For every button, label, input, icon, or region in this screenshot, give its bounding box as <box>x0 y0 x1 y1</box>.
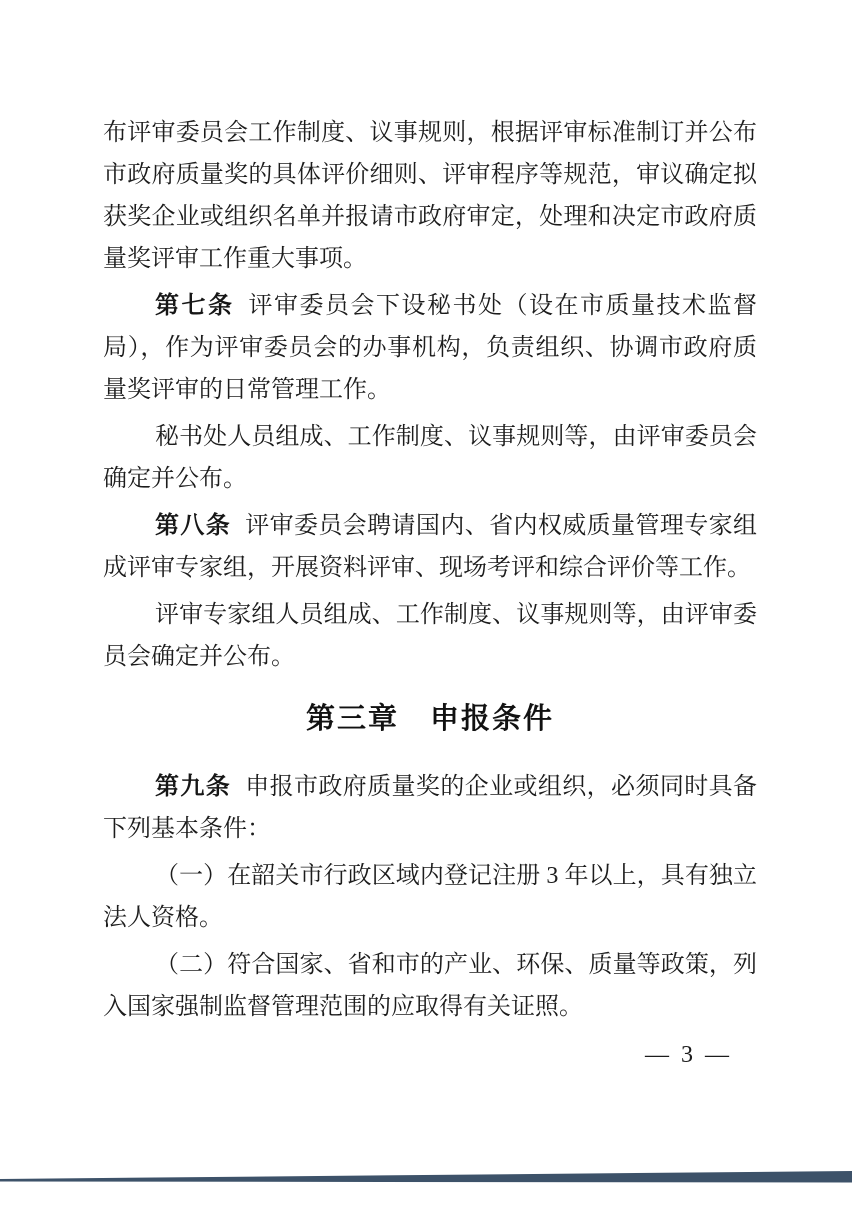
paragraph-secretariat <box>103 416 757 500</box>
scan-edge-shape <box>0 1171 852 1183</box>
paragraph-text: （一）在韶关市行政区域内登记注册 3 年以上，具有独立法人资格。 <box>103 863 757 931</box>
paragraph-article-7 <box>103 285 757 411</box>
article-number-label: 第八条 <box>155 512 232 539</box>
paragraph-condition-1 <box>103 855 757 939</box>
chapter-heading: 第三章 申报条件 <box>305 703 554 735</box>
paragraph-text: （二）符合国家、省和市的产业、环保、质量等政策，列入国家强制监督管理范围的应取得有关证照。 <box>103 952 757 1020</box>
scan-edge-artifact <box>0 1165 860 1216</box>
paragraph-text: 秘书处人员组成、工作制度、议事规则等，由评审委员会确定并公布。 <box>103 424 757 492</box>
paragraph-expert-group <box>103 594 757 678</box>
article-number-label: 第七条 <box>155 292 235 319</box>
paragraph-continuation <box>103 112 757 280</box>
paragraph-text: 布评审委员会工作制度、议事规则，根据评审标准制订并公布市政府质量奖的具体评价细则、评审程序等规范，审议确定拟获奖企业或组织名单并报请市政府审定，处理和决定市政府质量奖评审工作重大事项。 <box>103 120 757 272</box>
document-body <box>103 112 757 1033</box>
paragraph-condition-2 <box>103 944 757 1028</box>
paragraph-article-9 <box>103 766 757 850</box>
article-number-label: 第九条 <box>155 773 232 800</box>
paragraph-article-8 <box>103 505 757 589</box>
page-number: — 3 — <box>645 1042 732 1068</box>
paragraph-text: 评审委员会下设秘书处（设在市质量技术监督局），作为评审委员会的办事机构，负责组织、协调市政府质量奖评审的日常管理工作。 <box>103 293 757 403</box>
paragraph-text: 评审委员会聘请国内、省内权威质量管理专家组成评审专家组，开展资料评审、现场考评和综合评价等工作。 <box>103 513 758 581</box>
paragraph-text: 申报市政府质量奖的企业或组织，必须同时具备下列基本条件： <box>103 774 758 842</box>
paragraph-text: 评审专家组人员组成、工作制度、议事规则等，由评审委员会确定并公布。 <box>103 602 757 670</box>
